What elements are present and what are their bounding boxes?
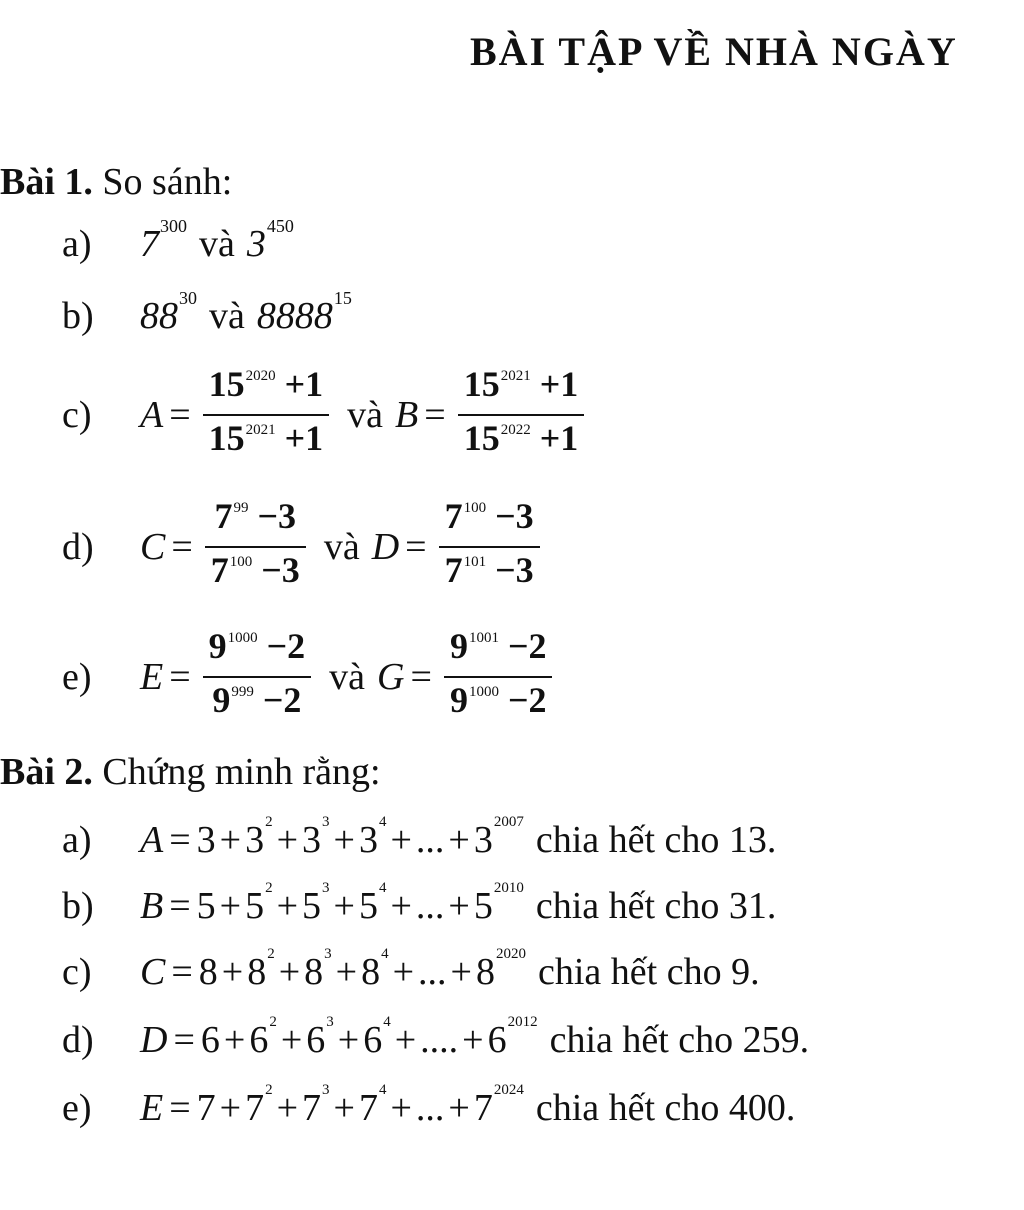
exercise-1-text: So sánh: xyxy=(102,161,233,203)
fraction: $\frac{9^{1001} -2}{9^{1000} -2}$ xyxy=(444,624,553,730)
variable: G xyxy=(377,656,405,698)
statement: chia hết cho 9. xyxy=(537,951,760,993)
exercise-2a: a) A = 3 + 3 2 + 3 3 + 3 4 + ... + 3 2007 chia hết cho 13. xyxy=(62,813,777,861)
variable: A xyxy=(140,394,164,436)
variable: C xyxy=(140,526,166,568)
page-title: BÀI TẬP VỀ NHÀ NGÀY xyxy=(470,29,958,74)
base: 88 xyxy=(140,295,178,337)
exponent: 30 xyxy=(179,287,197,308)
exponent: 15 xyxy=(333,287,352,308)
fraction: $\frac{7^{100} -3}{7^{101} -3}$ xyxy=(439,494,540,600)
variable: B xyxy=(395,394,419,436)
fraction: $\frac{15^{2020} +1}{15^{2021} +1}$ xyxy=(203,362,330,468)
exercise-2c: c) C = 8 + 8 2 + 8 3 + 8 4 + ... + 8 2020 chia hết cho 9. xyxy=(62,945,760,993)
conjunction: và xyxy=(209,295,245,337)
item-label: e) xyxy=(62,1087,92,1129)
exercise-1-number: Bài 1. xyxy=(0,161,93,203)
exercise-1c: c) A = $\frac{15^{2020} +1}{15^{2021} +1}$ và B = $\frac{15^{2021} +1}{15^{2022} +1}$ xyxy=(62,362,590,468)
exercise-1b xyxy=(62,287,352,338)
item-label: b) xyxy=(62,295,94,337)
base: 7 xyxy=(140,223,159,265)
exponent: 300 xyxy=(160,215,187,236)
item-label: c) xyxy=(62,394,92,436)
item-label: b) xyxy=(62,885,94,927)
base: 3 xyxy=(246,223,266,265)
conjunction: và xyxy=(323,526,360,568)
exercise-2e: e) E = 7 + 7 2 + 7 3 + 7 4 + ... + 7 2024 chia hết cho 400. xyxy=(62,1081,796,1129)
variable: E xyxy=(140,656,164,698)
exercise-2-heading xyxy=(0,750,381,794)
variable: D xyxy=(371,526,400,568)
item-label: c) xyxy=(62,951,92,993)
item-label: a) xyxy=(62,819,92,861)
conjunction: và xyxy=(347,394,384,436)
fraction: $\frac{9^{1000} -2}{9^{999} -2}$ xyxy=(203,624,312,730)
exercise-1e: e) E = $\frac{9^{1000} -2}{9^{999} -2}$ và G = $\frac{9^{1001} -2}{9^{1000} -2}$ xyxy=(62,624,558,730)
conjunction: và xyxy=(199,223,235,265)
exercise-2d: d) D = 6 + 6 2 + 6 3 + 6 4 + .... + 6 2012 chia hết cho 259. xyxy=(62,1013,810,1061)
exercise-2-text: Chứng minh rằng: xyxy=(102,751,381,793)
fraction: $\frac{7^{99} -3}{7^{100} -3}$ xyxy=(205,494,306,600)
exponent: 450 xyxy=(266,215,294,236)
statement: chia hết cho 31. xyxy=(535,885,777,927)
item-label: a) xyxy=(62,223,92,265)
item-label: d) xyxy=(62,1019,94,1061)
item-label: d) xyxy=(62,526,94,568)
base: 8888 xyxy=(256,295,333,337)
exercise-1-heading xyxy=(0,160,232,204)
statement: chia hết cho 400. xyxy=(535,1087,796,1129)
fraction: $\frac{15^{2021} +1}{15^{2022} +1}$ xyxy=(458,362,585,468)
statement: chia hết cho 259. xyxy=(549,1019,810,1061)
item-label: e) xyxy=(62,656,92,698)
exercise-2b: b) B = 5 + 5 2 + 5 3 + 5 4 + ... + 5 2010 chia hết cho 31. xyxy=(62,879,777,927)
exercise-1a xyxy=(62,215,294,266)
conjunction: và xyxy=(329,656,366,698)
statement: chia hết cho 13. xyxy=(535,819,777,861)
exercise-2-number: Bài 2. xyxy=(0,751,93,793)
exercise-1d: d) C = $\frac{7^{99} -3}{7^{100} -3}$ và D = $\frac{7^{100} -3}{7^{101} -3}$ xyxy=(62,494,546,600)
